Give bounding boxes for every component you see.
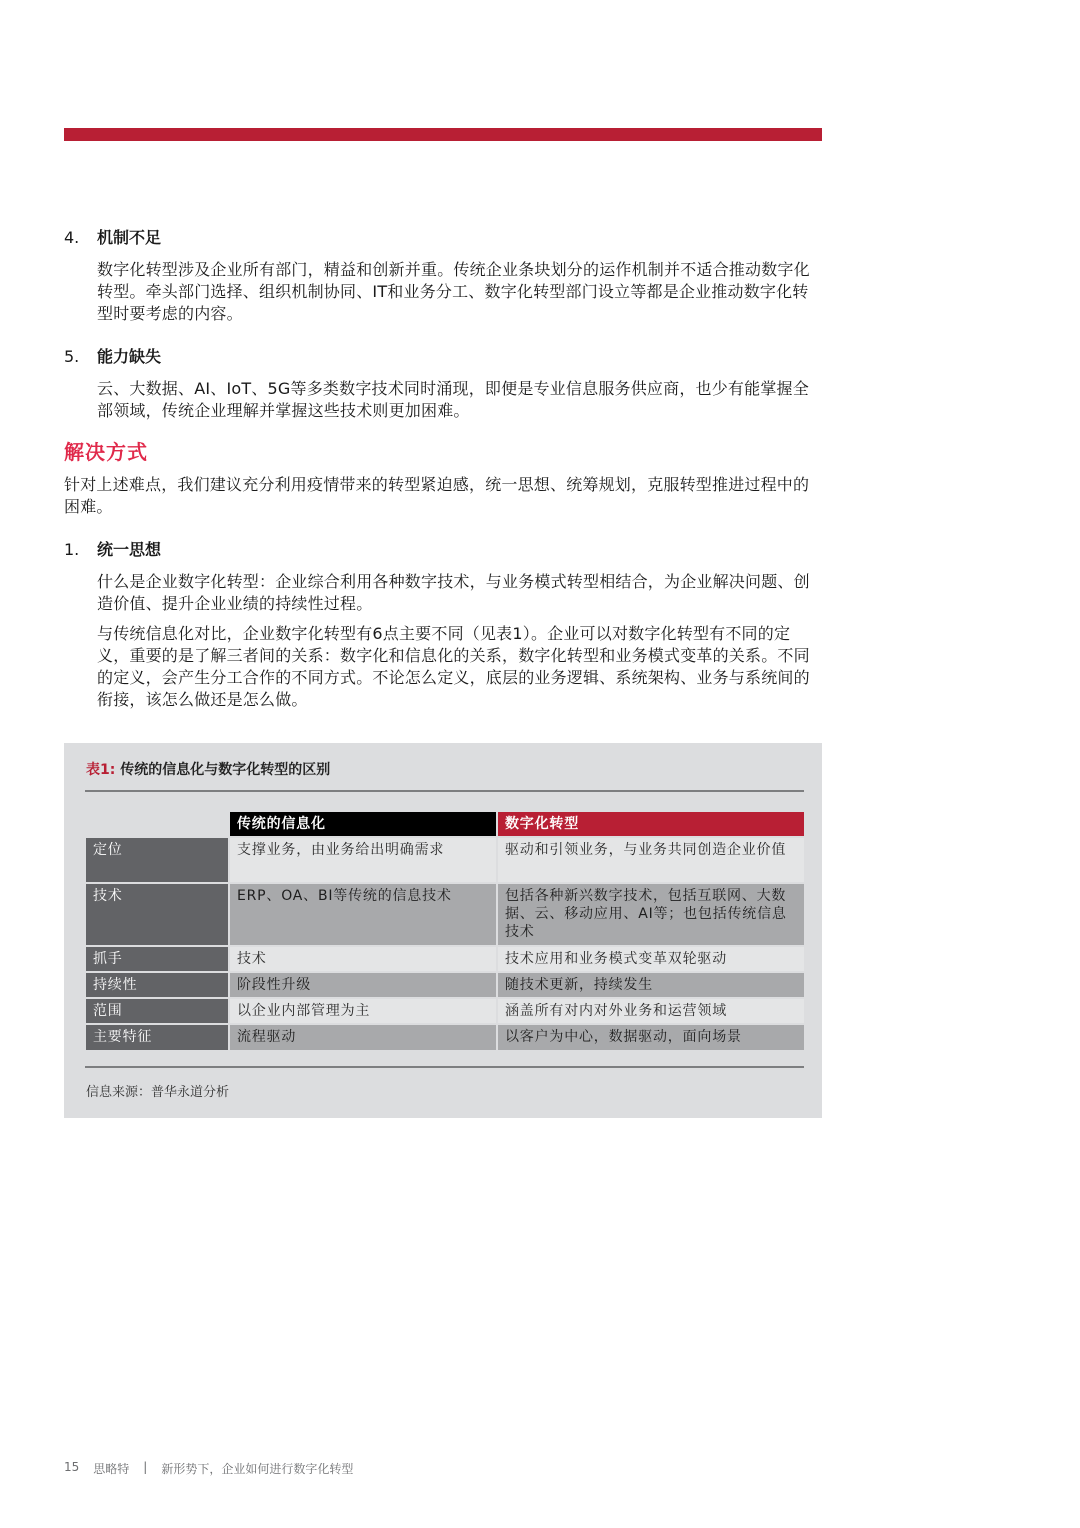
comparison-table: [86, 812, 804, 1052]
comparison-table-panel: [64, 743, 822, 1118]
cell-traditional: ERP、OA、BI等传统的信息技术: [230, 884, 496, 945]
row-label: 范围: [86, 999, 228, 1023]
table-caption: [86, 759, 330, 779]
divider: [85, 1066, 804, 1068]
item-4-body: 数字化转型涉及企业所有部门，精益和创新并重。传统企业条块划分的运作机制并不适合推动数字化转型。牵头部门选择、组织机制协同、IT和业务分工、数字化转型部门设立等都是企业推动数字化转型时要考虑的内容。: [97, 260, 810, 323]
main-content: [64, 226, 822, 711]
cell-traditional: 以企业内部管理为主: [230, 999, 496, 1023]
item-title: 统一思想: [97, 540, 162, 559]
row-label: 抓手: [86, 947, 228, 971]
cell-traditional: 流程驱动: [230, 1025, 496, 1050]
table-row: [86, 947, 804, 971]
cell-digital: 技术应用和业务模式变革双轮驱动: [498, 947, 804, 971]
footer-separator: |: [143, 1460, 148, 1474]
item-4-heading: [64, 226, 822, 250]
header-accent-bar: [64, 128, 822, 141]
item-1-heading: [64, 538, 822, 562]
cell-traditional: 支撑业务，由业务给出明确需求: [230, 838, 496, 882]
solution-intro: 针对上述难点，我们建议充分利用疫情带来的转型紧迫感，统一思想、统筹规划，克服转型推进过程中的困难。: [64, 475, 810, 516]
table-source-note: 信息来源：普华永道分析: [86, 1085, 230, 1100]
header-cell-traditional: 传统的信息化: [230, 812, 496, 836]
page-number: 15: [64, 1460, 80, 1474]
cell-traditional: 技术: [230, 947, 496, 971]
item-1-para-1: 什么是企业数字化转型：企业综合利用各种数字技术，与业务模式转型相结合，为企业解决问题、创造价值、提升企业业绩的持续性过程。: [97, 572, 810, 613]
cell-digital: 包括各种新兴数字技术，包括互联网、大数据、云、移动应用、AI等；也包括传统信息技术: [498, 884, 804, 945]
cell-digital: 涵盖所有对内对外业务和运营领域: [498, 999, 804, 1023]
table-row: [86, 973, 804, 997]
table-caption-text: 传统的信息化与数字化转型的区别: [115, 762, 331, 778]
cell-traditional: 阶段性升级: [230, 973, 496, 997]
row-label: 持续性: [86, 973, 228, 997]
cell-digital: 随技术更新，持续发生: [498, 973, 804, 997]
row-label: 定位: [86, 838, 228, 882]
page-footer: [64, 1460, 367, 1477]
item-number: 5.: [64, 347, 80, 366]
item-1-para-2: 与传统信息化对比，企业数字化转型有6点主要不同（见表1）。企业可以对数字化转型有不同的定义，重要的是了解三者间的关系：数字化和信息化的关系，数字化转型和业务模式变革的关系。不同的定义，会产生分工合作的不同方式。不论怎么定义，底层的业务逻辑、系统架构、业务与系统间的衔接，该怎么做还是怎么做。: [97, 624, 810, 709]
item-5-body: 云、大数据、AI、IoT、5G等多类数字技术同时涌现，即便是专业信息服务供应商，也少有能掌握全部领域，传统企业理解并掌握这些技术则更加困难。: [97, 379, 809, 420]
item-5-heading: [64, 345, 822, 369]
table-caption-prefix: 表1:: [86, 762, 116, 778]
table-row: [86, 1025, 804, 1050]
item-number: 4.: [64, 228, 80, 247]
item-number: 1.: [64, 540, 80, 559]
table-row: [86, 884, 804, 945]
table-row: [86, 838, 804, 882]
publisher-name: 思略特: [93, 1462, 130, 1476]
divider: [85, 790, 804, 792]
item-title: 机制不足: [97, 228, 162, 247]
row-label: 主要特征: [86, 1025, 228, 1050]
cell-digital: 驱动和引领业务，与业务共同创造企业价值: [498, 838, 804, 882]
table-header-row: [86, 812, 804, 836]
table-row: [86, 999, 804, 1023]
cell-digital: 以客户为中心，数据驱动，面向场景: [498, 1025, 804, 1050]
document-title: 新形势下，企业如何进行数字化转型: [161, 1462, 354, 1476]
section-title-solution: 解决方式: [64, 440, 148, 464]
item-title: 能力缺失: [97, 347, 162, 366]
header-cell-empty: [86, 812, 228, 836]
header-cell-digital: 数字化转型: [498, 812, 804, 836]
row-label: 技术: [86, 884, 228, 945]
